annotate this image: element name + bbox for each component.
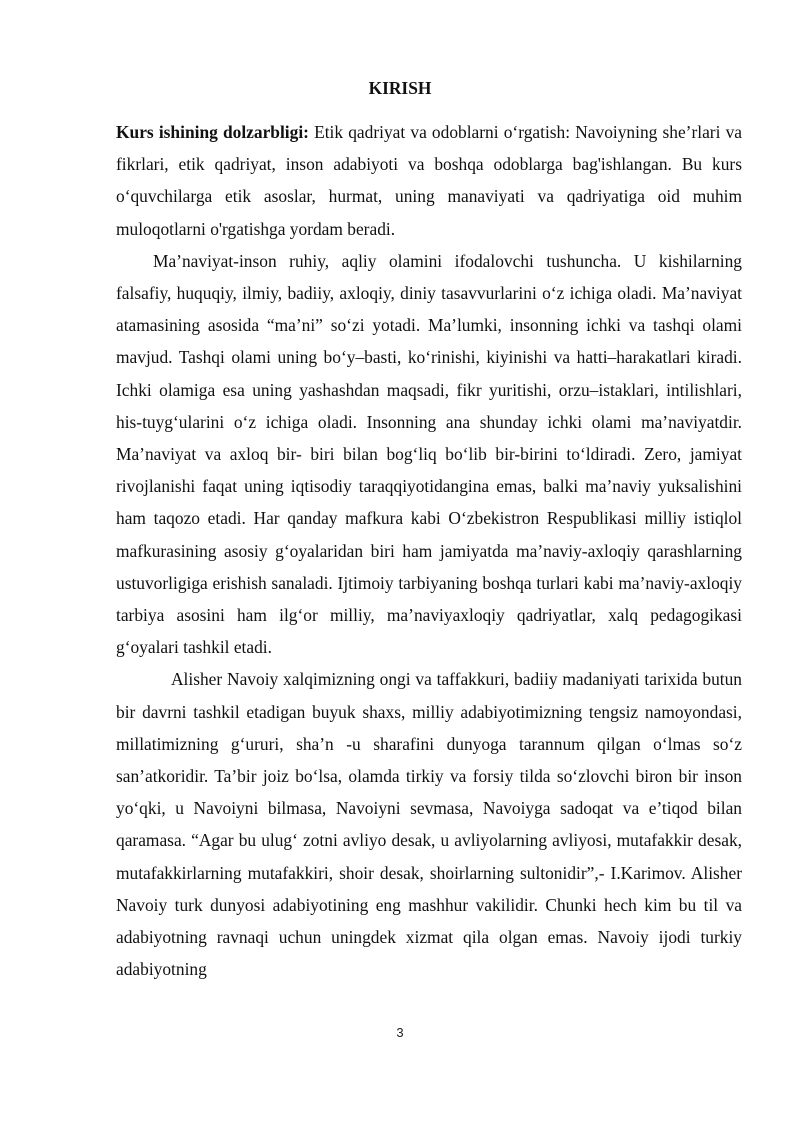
page-title: KIRISH bbox=[368, 78, 432, 98]
paragraph-relevance bbox=[116, 116, 742, 245]
page-number: 3 bbox=[396, 1025, 404, 1040]
paragraph-text: Etik qadriyat va odoblarni o‘rgatish: Navoiyning she’rlari va fikrlari, etik qadriyat, inson adabiyoti va boshqa odoblarga bag'ishlangan. Bu kurs o‘quvchilarga etik asoslar, hurmat, uning manaviyati va qadriyatiga oid muhim muloqotlarni o'rgatishga yordam beradi. bbox=[116, 122, 742, 239]
paragraph-lead: Kurs ishining dolzarbligi: bbox=[116, 122, 309, 142]
paragraph-text: Alisher Navoiy xalqimizning ongi va taffakkuri, badiiy madaniyati tarixida butun bir davrni tashkil etadigan buyuk shaxs, milliy adabiyotimizning tengsiz namoyondasi, millatimizning g‘ururi, sha’n -u sharafini dunyoga tarannum qilgan o‘lmas so‘z san’atkoridir. Ta’bir joiz bo‘lsa, olamda tirkiy va forsiy tilda so‘zlovchi biron bir inson yo‘qki, u Navoiyni bilmasa, Navoiyni sevmasa, Navoiyga sadoqat va e’tiqod bilan qaramasa. “Agar bu ulug‘ zotni avliyo desak, u avliyolarning avliyosi, mutafakkir desak, mutafakkirlarning mutafakkiri, shoir desak, shoirlarning sultonidir”,- I.Karimov. Alisher Navoiy turk dunyosi adabiyotining eng mashhur vakilidir. Chunki hech kim bu til va adabiyotning ravnaqi uchun uningdek xizmat qila olgan emas. Navoiy ijodi turkiy adabiyotning bbox=[116, 669, 742, 980]
paragraph-navoiy bbox=[116, 663, 742, 985]
paragraph-text: Ma’naviyat-inson ruhiy, aqliy olamini ifodalovchi tushuncha. U kishilarning falsafiy, huquqiy, ilmiy, badiiy, axloqiy, diniy tasavvurlarini o‘z ichiga oladi. Ma’naviyat atamasining asosida “ma’ni” so‘zi yotadi. Ma’lumki, insonning ichki va tashqi olami mavjud. Tashqi olami uning bo‘y–basti, ko‘rinishi, kiyinishi va hatti–harakatlari kiradi. Ichki olamiga esa uning yashashdan maqsadi, fikr yuritishi, orzu–istaklari, intilishlari, his-tuyg‘ularini o‘z ichiga oladi. Insonning ana shunday ichki olami ma’naviyatdir. Ma’naviyat va axloq bir- biri bilan bog‘liq bo‘lib bir-birini to‘ldiradi. Zero, jamiyat rivojlanishi faqat uning iqtisodiy taraqqiyotidangina emas, balki ma’naviy yuksalishini ham taqozo etadi. Har qanday mafkura kabi O‘zbekistron Respublikasi milliy istiqlol mafkurasining asosiy g‘oyalaridan biri ham jamiyatda ma’naviy-axloqiy qarashlarning ustuvorligiga erishish sanaladi. Ijtimoiy tarbiyaning boshqa turlari kabi ma’naviy-axloqiy tarbiya asosini ham ilg‘or milliy, ma’naviyaxloqiy qadriyatlar, xalq pedagogikasi g‘oyalari tashkil etadi. bbox=[116, 250, 742, 658]
document-body bbox=[116, 116, 742, 985]
paragraph-spirituality bbox=[116, 245, 742, 664]
